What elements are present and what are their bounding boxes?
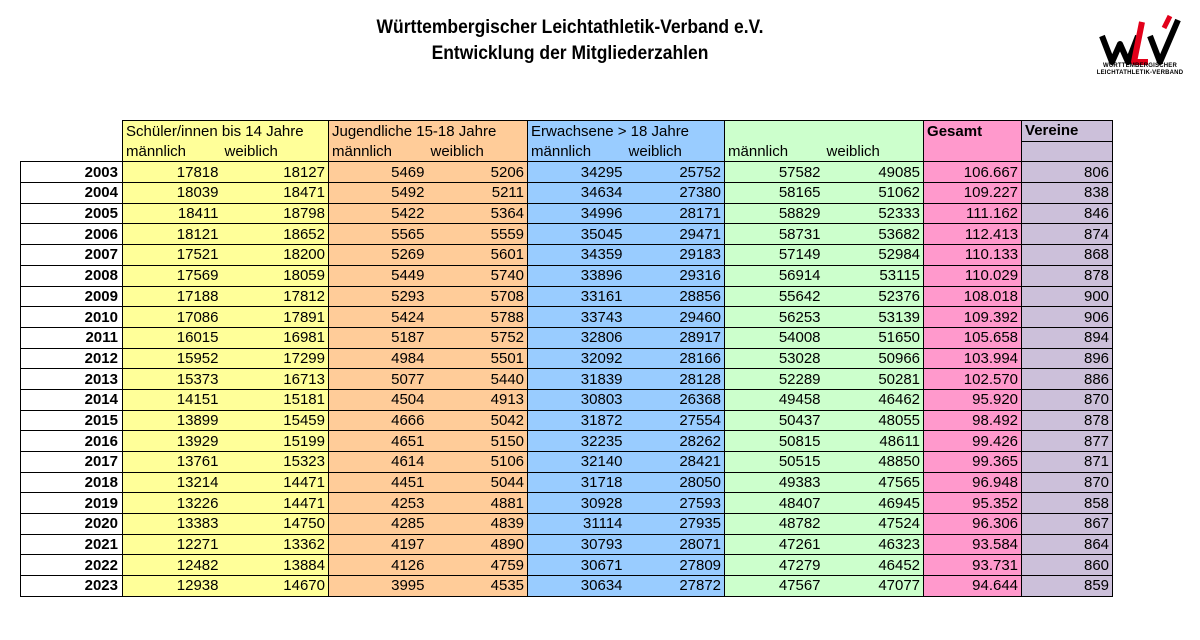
summe-female-cell: 47077 (824, 576, 924, 597)
erwachsene-male-cell: 32092 (528, 348, 626, 369)
schueler-female-cell: 15459 (222, 410, 329, 431)
gesamt-total-cell: 96.948 (924, 472, 1022, 493)
jugendliche-male-cell: 5077 (329, 369, 428, 390)
jugendliche-male-cell: 5422 (329, 203, 428, 224)
jugendliche-female-cell: 5501 (428, 348, 528, 369)
jugendliche-male-cell: 5424 (329, 307, 428, 328)
erwachsene-female-cell: 27809 (626, 555, 725, 576)
membership-table (20, 120, 1113, 597)
table-row (21, 348, 1113, 369)
gesamt-total-cell: 95.920 (924, 389, 1022, 410)
table-row (21, 245, 1113, 266)
page-subtitle: Entwicklung der Mitgliederzahlen (431, 43, 709, 64)
schueler-female-cell: 18127 (222, 162, 329, 183)
schueler-female-cell: 15199 (222, 431, 329, 452)
table-row (21, 576, 1113, 597)
summe-male-cell: 53028 (725, 348, 824, 369)
schueler-male-cell: 15952 (123, 348, 222, 369)
schueler-male-cell: 12938 (123, 576, 222, 597)
row-year-cell: 2004 (21, 183, 123, 204)
erwachsene-female-cell: 28128 (626, 369, 725, 390)
vereine-count-cell: 877 (1022, 431, 1113, 452)
jugendliche-male-cell: 4197 (329, 534, 428, 555)
row-year-cell: 2015 (21, 410, 123, 431)
vereine-count-cell: 864 (1022, 534, 1113, 555)
jugendliche-male-cell: 5492 (329, 183, 428, 204)
row-year-cell: 2005 (21, 203, 123, 224)
erwachsene-female-cell: 28171 (626, 203, 725, 224)
schueler-male-cell: 15373 (123, 369, 222, 390)
gesamt-total-cell: 111.162 (924, 203, 1022, 224)
vereine-count-cell: 886 (1022, 369, 1113, 390)
schueler-male-cell: 18039 (123, 183, 222, 204)
table-row (21, 410, 1113, 431)
schueler-female-cell: 15323 (222, 452, 329, 473)
group-header-jugendliche: Jugendliche 15-18 Jahre (329, 121, 528, 142)
jugendliche-female-cell: 4890 (428, 534, 528, 555)
schueler-female-cell: 14670 (222, 576, 329, 597)
jugendliche-female-cell: 5106 (428, 452, 528, 473)
summe-female-cell: 51062 (824, 183, 924, 204)
jugendliche-male-cell: 4614 (329, 452, 428, 473)
jugendliche-male-cell: 4651 (329, 431, 428, 452)
vereine-count-cell: 858 (1022, 493, 1113, 514)
vereine-count-cell: 906 (1022, 307, 1113, 328)
row-year-cell: 2008 (21, 265, 123, 286)
table-row (21, 472, 1113, 493)
schueler-female-cell: 13362 (222, 534, 329, 555)
erwachsene-male-cell: 34634 (528, 183, 626, 204)
sub-header-gesamt-empty (924, 141, 1022, 162)
sub-header-female: weiblich (222, 141, 329, 162)
vereine-count-cell: 806 (1022, 162, 1113, 183)
jugendliche-male-cell: 4253 (329, 493, 428, 514)
schueler-male-cell: 18121 (123, 224, 222, 245)
schueler-female-cell: 14471 (222, 472, 329, 493)
schueler-male-cell: 12271 (123, 534, 222, 555)
erwachsene-male-cell: 32140 (528, 452, 626, 473)
jugendliche-female-cell: 5788 (428, 307, 528, 328)
jugendliche-male-cell: 4126 (329, 555, 428, 576)
summe-female-cell: 52333 (824, 203, 924, 224)
gesamt-total-cell: 106.667 (924, 162, 1022, 183)
gesamt-total-cell: 93.584 (924, 534, 1022, 555)
jugendliche-male-cell: 3995 (329, 576, 428, 597)
table-row (21, 369, 1113, 390)
sub-header-female: weiblich (428, 141, 528, 162)
schueler-male-cell: 17569 (123, 265, 222, 286)
summe-female-cell: 46462 (824, 389, 924, 410)
table-row (21, 203, 1113, 224)
row-year-cell: 2014 (21, 389, 123, 410)
erwachsene-female-cell: 29183 (626, 245, 725, 266)
erwachsene-female-cell: 27380 (626, 183, 725, 204)
erwachsene-female-cell: 28262 (626, 431, 725, 452)
gesamt-total-cell: 95.352 (924, 493, 1022, 514)
jugendliche-female-cell: 5601 (428, 245, 528, 266)
jugendliche-female-cell: 5211 (428, 183, 528, 204)
vereine-count-cell: 870 (1022, 389, 1113, 410)
summe-female-cell: 50281 (824, 369, 924, 390)
row-year-cell: 2006 (21, 224, 123, 245)
summe-male-cell: 49458 (725, 389, 824, 410)
summe-female-cell: 52376 (824, 286, 924, 307)
schueler-male-cell: 17086 (123, 307, 222, 328)
erwachsene-female-cell: 27554 (626, 410, 725, 431)
erwachsene-female-cell: 28917 (626, 327, 725, 348)
schueler-male-cell: 13929 (123, 431, 222, 452)
schueler-male-cell: 13383 (123, 514, 222, 535)
vereine-count-cell: 900 (1022, 286, 1113, 307)
summe-female-cell: 50966 (824, 348, 924, 369)
row-year-cell: 2012 (21, 348, 123, 369)
schueler-male-cell: 18411 (123, 203, 222, 224)
erwachsene-male-cell: 30793 (528, 534, 626, 555)
group-header-summe (725, 121, 924, 142)
erwachsene-male-cell: 30928 (528, 493, 626, 514)
summe-male-cell: 55642 (725, 286, 824, 307)
schueler-male-cell: 17818 (123, 162, 222, 183)
erwachsene-male-cell: 31872 (528, 410, 626, 431)
row-year-cell: 2017 (21, 452, 123, 473)
schueler-female-cell: 18652 (222, 224, 329, 245)
schueler-female-cell: 14750 (222, 514, 329, 535)
erwachsene-female-cell: 28421 (626, 452, 725, 473)
erwachsene-male-cell: 30803 (528, 389, 626, 410)
row-year-cell: 2009 (21, 286, 123, 307)
table-row (21, 452, 1113, 473)
table-row (21, 514, 1113, 535)
vereine-count-cell: 860 (1022, 555, 1113, 576)
schueler-male-cell: 13226 (123, 493, 222, 514)
jugendliche-female-cell: 5364 (428, 203, 528, 224)
table-row (21, 389, 1113, 410)
erwachsene-male-cell: 31718 (528, 472, 626, 493)
logo-subtitle (1092, 63, 1188, 77)
group-header-schueler: Schüler/innen bis 14 Jahre (123, 121, 329, 142)
table-row (21, 534, 1113, 555)
jugendliche-female-cell: 4759 (428, 555, 528, 576)
erwachsene-female-cell: 28856 (626, 286, 725, 307)
erwachsene-male-cell: 30634 (528, 576, 626, 597)
jugendliche-female-cell: 5740 (428, 265, 528, 286)
summe-female-cell: 53682 (824, 224, 924, 245)
jugendliche-male-cell: 5269 (329, 245, 428, 266)
row-year-cell: 2003 (21, 162, 123, 183)
erwachsene-female-cell: 28050 (626, 472, 725, 493)
summe-male-cell: 57582 (725, 162, 824, 183)
schueler-female-cell: 18798 (222, 203, 329, 224)
table-row (21, 224, 1113, 245)
header-corner (21, 121, 123, 142)
erwachsene-male-cell: 33161 (528, 286, 626, 307)
summe-male-cell: 50437 (725, 410, 824, 431)
erwachsene-male-cell: 34359 (528, 245, 626, 266)
table-row (21, 493, 1113, 514)
summe-male-cell: 47261 (725, 534, 824, 555)
schueler-male-cell: 14151 (123, 389, 222, 410)
vereine-count-cell: 870 (1022, 472, 1113, 493)
erwachsene-female-cell: 28071 (626, 534, 725, 555)
summe-male-cell: 50815 (725, 431, 824, 452)
vereine-count-cell: 894 (1022, 327, 1113, 348)
jugendliche-female-cell: 5150 (428, 431, 528, 452)
jugendliche-male-cell: 5293 (329, 286, 428, 307)
erwachsene-female-cell: 25752 (626, 162, 725, 183)
erwachsene-male-cell: 32235 (528, 431, 626, 452)
row-year-cell: 2023 (21, 576, 123, 597)
gesamt-total-cell: 99.365 (924, 452, 1022, 473)
summe-male-cell: 58731 (725, 224, 824, 245)
sub-header-vereine-empty (1022, 141, 1113, 162)
jugendliche-female-cell: 5708 (428, 286, 528, 307)
schueler-male-cell: 13899 (123, 410, 222, 431)
jugendliche-male-cell: 5565 (329, 224, 428, 245)
summe-female-cell: 46323 (824, 534, 924, 555)
summe-female-cell: 47565 (824, 472, 924, 493)
row-year-cell: 2013 (21, 369, 123, 390)
jugendliche-female-cell: 5440 (428, 369, 528, 390)
summe-male-cell: 54008 (725, 327, 824, 348)
summe-male-cell: 56914 (725, 265, 824, 286)
vereine-count-cell: 896 (1022, 348, 1113, 369)
erwachsene-female-cell: 27935 (626, 514, 725, 535)
summe-male-cell: 52289 (725, 369, 824, 390)
erwachsene-female-cell: 26368 (626, 389, 725, 410)
summe-female-cell: 48055 (824, 410, 924, 431)
jugendliche-female-cell: 5206 (428, 162, 528, 183)
table-body (21, 162, 1113, 596)
schueler-male-cell: 16015 (123, 327, 222, 348)
erwachsene-female-cell: 27872 (626, 576, 725, 597)
jugendliche-female-cell: 4913 (428, 389, 528, 410)
schueler-male-cell: 13761 (123, 452, 222, 473)
summe-male-cell: 58829 (725, 203, 824, 224)
row-year-cell: 2010 (21, 307, 123, 328)
summe-male-cell: 48407 (725, 493, 824, 514)
sub-header-male: männlich (123, 141, 222, 162)
summe-male-cell: 48782 (725, 514, 824, 535)
group-header-vereine: Vereine (1022, 121, 1113, 142)
row-year-cell: 2018 (21, 472, 123, 493)
table-row (21, 286, 1113, 307)
summe-male-cell: 57149 (725, 245, 824, 266)
jugendliche-male-cell: 5469 (329, 162, 428, 183)
erwachsene-male-cell: 31114 (528, 514, 626, 535)
vereine-count-cell: 867 (1022, 514, 1113, 535)
erwachsene-female-cell: 27593 (626, 493, 725, 514)
schueler-male-cell: 13214 (123, 472, 222, 493)
schueler-male-cell: 17521 (123, 245, 222, 266)
vereine-count-cell: 878 (1022, 410, 1113, 431)
erwachsene-female-cell: 29471 (626, 224, 725, 245)
schueler-female-cell: 16713 (222, 369, 329, 390)
gesamt-total-cell: 102.570 (924, 369, 1022, 390)
schueler-female-cell: 14471 (222, 493, 329, 514)
logo-subtitle-line1: WÜRTTEMBERGISCHER (1102, 63, 1178, 69)
schueler-male-cell: 17188 (123, 286, 222, 307)
summe-female-cell: 51650 (824, 327, 924, 348)
row-year-cell: 2020 (21, 514, 123, 535)
table-row (21, 307, 1113, 328)
jugendliche-female-cell: 4839 (428, 514, 528, 535)
schueler-female-cell: 15181 (222, 389, 329, 410)
erwachsene-female-cell: 29316 (626, 265, 725, 286)
jugendliche-female-cell: 5752 (428, 327, 528, 348)
jugendliche-female-cell: 4881 (428, 493, 528, 514)
table-row (21, 162, 1113, 183)
jugendliche-female-cell: 4535 (428, 576, 528, 597)
table-row (21, 183, 1113, 204)
sub-header-female: weiblich (626, 141, 725, 162)
summe-female-cell: 53139 (824, 307, 924, 328)
summe-female-cell: 48850 (824, 452, 924, 473)
table-row (21, 265, 1113, 286)
gesamt-total-cell: 109.227 (924, 183, 1022, 204)
row-year-cell: 2021 (21, 534, 123, 555)
gesamt-total-cell: 94.644 (924, 576, 1022, 597)
summe-female-cell: 46452 (824, 555, 924, 576)
vereine-count-cell: 871 (1022, 452, 1113, 473)
schueler-female-cell: 18471 (222, 183, 329, 204)
erwachsene-male-cell: 34996 (528, 203, 626, 224)
summe-male-cell: 50515 (725, 452, 824, 473)
erwachsene-male-cell: 34295 (528, 162, 626, 183)
summe-female-cell: 47524 (824, 514, 924, 535)
summe-female-cell: 49085 (824, 162, 924, 183)
gesamt-total-cell: 98.492 (924, 410, 1022, 431)
jugendliche-male-cell: 4504 (329, 389, 428, 410)
gesamt-total-cell: 96.306 (924, 514, 1022, 535)
jugendliche-female-cell: 5559 (428, 224, 528, 245)
row-year-cell: 2007 (21, 245, 123, 266)
schueler-female-cell: 17891 (222, 307, 329, 328)
schueler-female-cell: 17299 (222, 348, 329, 369)
gesamt-total-cell: 99.426 (924, 431, 1022, 452)
jugendliche-male-cell: 4984 (329, 348, 428, 369)
gesamt-total-cell: 105.658 (924, 327, 1022, 348)
sub-header-male: männlich (725, 141, 824, 162)
jugendliche-male-cell: 5449 (329, 265, 428, 286)
erwachsene-male-cell: 32806 (528, 327, 626, 348)
logo-subtitle-line2: LEICHTATHLETIK-VERBAND (1096, 70, 1184, 76)
gesamt-total-cell: 93.731 (924, 555, 1022, 576)
vereine-count-cell: 859 (1022, 576, 1113, 597)
sub-header-male: männlich (528, 141, 626, 162)
vereine-count-cell: 846 (1022, 203, 1113, 224)
header-corner-lower (21, 141, 123, 162)
jugendliche-male-cell: 4666 (329, 410, 428, 431)
summe-male-cell: 58165 (725, 183, 824, 204)
summe-female-cell: 46945 (824, 493, 924, 514)
schueler-male-cell: 12482 (123, 555, 222, 576)
schueler-female-cell: 18200 (222, 245, 329, 266)
row-year-cell: 2022 (21, 555, 123, 576)
schueler-female-cell: 17812 (222, 286, 329, 307)
erwachsene-male-cell: 30671 (528, 555, 626, 576)
vereine-count-cell: 868 (1022, 245, 1113, 266)
erwachsene-male-cell: 33743 (528, 307, 626, 328)
gesamt-total-cell: 103.994 (924, 348, 1022, 369)
jugendliche-male-cell: 4451 (329, 472, 428, 493)
group-header-gesamt: Gesamt (924, 121, 1022, 142)
table-row (21, 555, 1113, 576)
erwachsene-female-cell: 29460 (626, 307, 725, 328)
gesamt-total-cell: 110.029 (924, 265, 1022, 286)
page-title: Württembergischer Leichtathletik-Verband e.V. (376, 17, 764, 38)
summe-female-cell: 52984 (824, 245, 924, 266)
table-row (21, 431, 1113, 452)
jugendliche-male-cell: 5187 (329, 327, 428, 348)
gesamt-total-cell: 109.392 (924, 307, 1022, 328)
vereine-count-cell: 838 (1022, 183, 1113, 204)
erwachsene-female-cell: 28166 (626, 348, 725, 369)
gesamt-total-cell: 110.133 (924, 245, 1022, 266)
erwachsene-male-cell: 35045 (528, 224, 626, 245)
group-header-erwachsene: Erwachsene > 18 Jahre (528, 121, 725, 142)
sub-header-female: weiblich (824, 141, 924, 162)
vereine-count-cell: 878 (1022, 265, 1113, 286)
summe-male-cell: 47279 (725, 555, 824, 576)
schueler-female-cell: 16981 (222, 327, 329, 348)
jugendliche-female-cell: 5042 (428, 410, 528, 431)
erwachsene-male-cell: 33896 (528, 265, 626, 286)
summe-male-cell: 49383 (725, 472, 824, 493)
erwachsene-male-cell: 31839 (528, 369, 626, 390)
row-year-cell: 2011 (21, 327, 123, 348)
summe-male-cell: 47567 (725, 576, 824, 597)
schueler-female-cell: 18059 (222, 265, 329, 286)
summe-male-cell: 56253 (725, 307, 824, 328)
jugendliche-female-cell: 5044 (428, 472, 528, 493)
summe-female-cell: 48611 (824, 431, 924, 452)
row-year-cell: 2019 (21, 493, 123, 514)
table-row (21, 327, 1113, 348)
row-year-cell: 2016 (21, 431, 123, 452)
vereine-count-cell: 874 (1022, 224, 1113, 245)
summe-female-cell: 53115 (824, 265, 924, 286)
schueler-female-cell: 13884 (222, 555, 329, 576)
sub-header-male: männlich (329, 141, 428, 162)
gesamt-total-cell: 112.413 (924, 224, 1022, 245)
gesamt-total-cell: 108.018 (924, 286, 1022, 307)
jugendliche-male-cell: 4285 (329, 514, 428, 535)
